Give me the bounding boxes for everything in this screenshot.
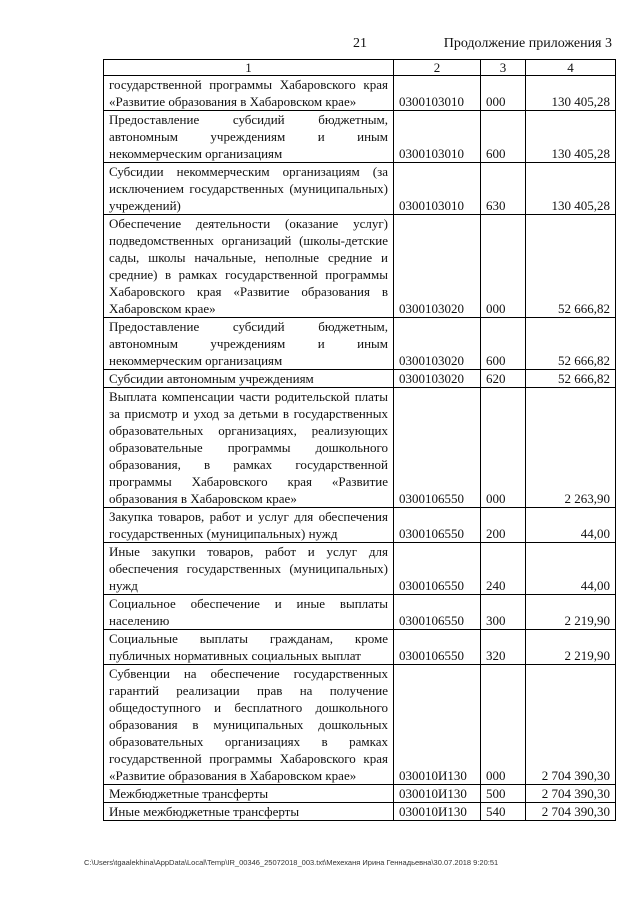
row-sum-cell: 52 666,82 (526, 215, 616, 318)
row-code-cell: 0300106550 (394, 388, 481, 508)
row-code-cell: 030010И130 (394, 785, 481, 803)
row-sum-cell: 130 405,28 (526, 163, 616, 215)
row-vr-cell: 600 (481, 111, 526, 163)
table-row (104, 318, 616, 370)
row-name-cell: Закупка товаров, работ и услуг для обеспечения государственных (муниципальных) нужд (104, 508, 394, 543)
row-sum-cell: 2 219,90 (526, 630, 616, 665)
row-vr-cell: 620 (481, 370, 526, 388)
row-sum-cell: 2 219,90 (526, 595, 616, 630)
row-vr-cell: 000 (481, 388, 526, 508)
row-name-cell: Обеспечение деятельности (оказание услуг) подведомственных организаций (школы-детские сады, школы начальные, неполные средние и средние) в рамках государственной программы Хабаровского края «Развитие образования в Хабаровском крае» (104, 215, 394, 318)
column-header: 2 (394, 60, 481, 76)
continuation-label: Продолжение приложения 3 (443, 36, 612, 51)
column-header: 3 (481, 60, 526, 76)
row-name-cell: Субсидии некоммерческим организациям (за исключением государственных (муниципальных) учреждений) (104, 163, 394, 215)
row-sum-cell: 130 405,28 (526, 76, 616, 111)
table-row (104, 370, 616, 388)
row-name-cell: Социальные выплаты гражданам, кроме публичных нормативных социальных выплат (104, 630, 394, 665)
row-code-cell: 030010И130 (394, 803, 481, 821)
row-code-cell: 0300103020 (394, 215, 481, 318)
table-row (104, 76, 616, 111)
row-name-cell: Предоставление субсидий бюджетным, автономным учреждениям и иным некоммерческим организациям (104, 111, 394, 163)
row-code-cell: 0300106550 (394, 630, 481, 665)
row-vr-cell: 500 (481, 785, 526, 803)
table-row (104, 508, 616, 543)
table-row (104, 111, 616, 163)
column-header: 4 (526, 60, 616, 76)
row-sum-cell: 52 666,82 (526, 318, 616, 370)
row-code-cell: 030010И130 (394, 665, 481, 785)
row-name-cell: Субвенции на обеспечение государственных гарантий реализации прав на получение общедоступного и бесплатного дошкольного образования в муниципальных дошкольных образовательных организациях в рамках государственной программы Хабаровского края «Развитие образования в Хабаровском крае» (104, 665, 394, 785)
row-code-cell: 0300103010 (394, 163, 481, 215)
row-sum-cell: 44,00 (526, 508, 616, 543)
table-row (104, 543, 616, 595)
row-sum-cell: 2 704 390,30 (526, 785, 616, 803)
table-row (104, 163, 616, 215)
row-vr-cell: 630 (481, 163, 526, 215)
row-name-cell: Иные межбюджетные трансферты (104, 803, 394, 821)
row-name-cell: Субсидии автономным учреждениям (104, 370, 394, 388)
column-header: 1 (104, 60, 394, 76)
row-sum-cell: 52 666,82 (526, 370, 616, 388)
row-vr-cell: 200 (481, 508, 526, 543)
row-vr-cell: 000 (481, 665, 526, 785)
row-vr-cell: 300 (481, 595, 526, 630)
file-path-footer: C:\Users\tgaalekhina\AppData\Local\Temp\IR_00346_25072018_003.txt\Мехеханя Ирина Геннадьевна\30.07.2018 9:20:51 (84, 858, 499, 867)
row-code-cell: 0300106550 (394, 595, 481, 630)
row-vr-cell: 320 (481, 630, 526, 665)
row-code-cell: 0300103020 (394, 370, 481, 388)
row-vr-cell: 000 (481, 215, 526, 318)
row-code-cell: 0300103020 (394, 318, 481, 370)
row-vr-cell: 000 (481, 76, 526, 111)
row-code-cell: 0300106550 (394, 508, 481, 543)
row-vr-cell: 600 (481, 318, 526, 370)
row-name-cell: Межбюджетные трансферты (104, 785, 394, 803)
table-row (104, 215, 616, 318)
row-sum-cell: 130 405,28 (526, 111, 616, 163)
table-row (104, 803, 616, 821)
page-number: 21 (353, 36, 367, 51)
row-code-cell: 0300103010 (394, 111, 481, 163)
row-name-cell: Социальное обеспечение и иные выплаты населению (104, 595, 394, 630)
row-code-cell: 0300103010 (394, 76, 481, 111)
table-row (104, 595, 616, 630)
header-row (104, 60, 616, 76)
row-vr-cell: 240 (481, 543, 526, 595)
table-row (104, 388, 616, 508)
row-code-cell: 0300106550 (394, 543, 481, 595)
row-name-cell: Предоставление субсидий бюджетным, автономным учреждениям и иным некоммерческим организациям (104, 318, 394, 370)
row-sum-cell: 44,00 (526, 543, 616, 595)
table-row (104, 785, 616, 803)
row-sum-cell: 2 263,90 (526, 388, 616, 508)
row-name-cell: Выплата компенсации части родительской платы за присмотр и уход за детьми в государственных образовательных организациях, реализующих образовательные программы дошкольного образования, в рамках государственной программы Хабаровского края «Развитие образования в Хабаровском крае» (104, 388, 394, 508)
row-vr-cell: 540 (481, 803, 526, 821)
table-row (104, 630, 616, 665)
budget-table (103, 59, 616, 821)
row-name-cell: Иные закупки товаров, работ и услуг для обеспечения государственных (муниципальных) нужд (104, 543, 394, 595)
row-name-cell: государственной программы Хабаровского края «Развитие образования в Хабаровском крае» (104, 76, 394, 111)
table-row (104, 665, 616, 785)
row-sum-cell: 2 704 390,30 (526, 803, 616, 821)
row-sum-cell: 2 704 390,30 (526, 665, 616, 785)
